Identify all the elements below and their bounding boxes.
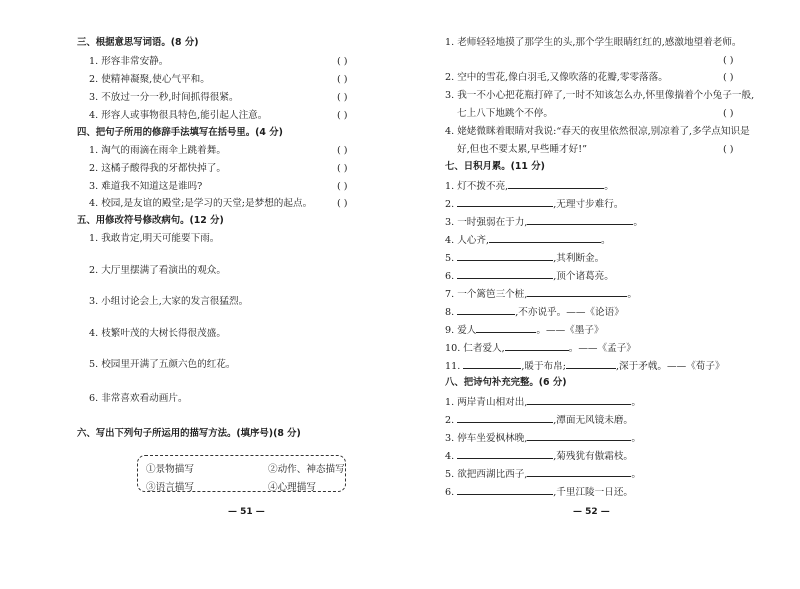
blank[interactable] — [457, 413, 553, 423]
blank[interactable] — [527, 215, 633, 225]
choice-4: ④心理描写 — [268, 482, 316, 493]
sec4-answer-4[interactable]: ( ) — [337, 198, 348, 209]
q-item-4: 4. 姥姥微眯着眼睛对我说:“春天的夜里依然很凉,别凉着了,多学点知识是 — [445, 126, 750, 137]
sec7-item-2: 2. ,无理寸步难行。 — [445, 199, 624, 210]
blank[interactable] — [457, 485, 553, 495]
sec7-item-3: 3. 一时强弱在于力, 。 — [445, 217, 644, 228]
section-5-heading: 五、用修改符号修改病句。(12 分) — [77, 215, 224, 226]
sec7-item-10: 10. 仁者爱人, 。——《孟子》 — [445, 343, 636, 354]
sec7-item-11: 11. ,暖于布帛; ,深于矛戟。——《荀子》 — [445, 361, 725, 372]
blank[interactable] — [505, 341, 569, 351]
sec8-item-2: 2. ,潭面无风镜未磨。 — [445, 415, 634, 426]
q-item-1: 1. 老师轻轻地摸了那学生的头,那个学生眼睛红红的,感激地望着老师。 — [445, 37, 742, 48]
blank[interactable] — [457, 251, 553, 261]
sec8-item-6: 6. ,千里江陵一日还。 — [445, 487, 634, 498]
sec3-item-1: 1. 形容非常安静。 — [89, 56, 169, 67]
blank[interactable] — [463, 359, 521, 369]
sec5-item-5: 5. 校园里开满了五颜六色的红花。 — [89, 359, 236, 370]
q-item-2: 2. 空中的雪花,像白羽毛,又像吹落的花瓣,零零落落。 — [445, 72, 668, 83]
q-answer-4[interactable]: ( ) — [723, 144, 734, 155]
sec8-item-4: 4. ,菊残犹有傲霜枝。 — [445, 451, 634, 462]
sec7-item-1: 1. 灯不拨不亮, 。 — [445, 181, 614, 192]
blank[interactable] — [527, 431, 631, 441]
sec4-item-4: 4. 校园,是友谊的殿堂;是学习的天堂;是梦想的起点。 — [89, 198, 313, 209]
sec8-item-5: 5. 欲把西湖比西子, 。 — [445, 469, 642, 480]
blank[interactable] — [527, 395, 631, 405]
sec3-item-3: 3. 不放过一分一秒,时间抓得很紧。 — [89, 92, 239, 103]
section-8-heading: 八、把诗句补充完整。(6 分) — [445, 377, 567, 388]
sec7-item-4: 4. 人心齐, 。 — [445, 235, 611, 246]
blank[interactable] — [489, 233, 601, 243]
sec7-item-9: 9. 爱人 。——《墨子》 — [445, 325, 604, 336]
sec4-answer-1[interactable]: ( ) — [337, 145, 348, 156]
blank[interactable] — [527, 287, 627, 297]
page-number-right: — 52 — — [573, 507, 610, 517]
sec8-item-1: 1. 两岸青山相对出, 。 — [445, 397, 642, 408]
choice-2: ②动作、神态描写 — [268, 464, 345, 475]
choice-3: ③语言描写 — [146, 482, 194, 493]
sec7-item-6: 6. ,顶个诸葛亮。 — [445, 271, 614, 282]
sec7-item-5: 5. ,其利断金。 — [445, 253, 605, 264]
sec4-item-2: 2. 这橘子酸得我的牙都快掉了。 — [89, 163, 226, 174]
section-6-heading: 六、写出下列句子所运用的描写方法。(填序号)(8 分) — [77, 428, 301, 439]
blank[interactable] — [457, 305, 515, 315]
section-7-heading: 七、日积月累。(11 分) — [445, 161, 545, 172]
sec3-answer-3[interactable]: ( ) — [337, 92, 348, 103]
section-4-heading: 四、把句子所用的修辞手法填写在括号里。(4 分) — [77, 127, 283, 138]
sec3-item-4: 4. 形容人或事物很具特色,能引起人注意。 — [89, 110, 268, 121]
blank[interactable] — [457, 449, 553, 459]
blank[interactable] — [457, 269, 553, 279]
sec5-item-3: 3. 小组讨论会上,大家的发言很猛烈。 — [89, 296, 249, 307]
sec4-answer-2[interactable]: ( ) — [337, 163, 348, 174]
sec5-item-2: 2. 大厅里摆满了看演出的观众。 — [89, 265, 226, 276]
q-answer-3[interactable]: ( ) — [723, 108, 734, 119]
sec3-item-2: 2. 使精神凝聚,使心气平和。 — [89, 74, 210, 85]
blank[interactable] — [508, 179, 604, 189]
choice-1: ①景物描写 — [146, 464, 194, 475]
sec4-answer-3[interactable]: ( ) — [337, 181, 348, 192]
blank[interactable] — [476, 323, 536, 333]
sec7-item-7: 7. 一个篱笆三个桩, 。 — [445, 289, 638, 300]
page-number-left: — 51 — — [228, 507, 265, 517]
q-answer-2[interactable]: ( ) — [723, 72, 734, 83]
q-item-3-cont: 七上八下地跳个不停。 — [457, 108, 553, 119]
blank[interactable] — [566, 359, 616, 369]
sec8-item-3: 3. 停车坐爱枫林晚, 。 — [445, 433, 642, 444]
sec3-answer-4[interactable]: ( ) — [337, 110, 348, 121]
sec4-item-1: 1. 淘气的雨滴在雨伞上跳着舞。 — [89, 145, 226, 156]
q-answer-1[interactable]: ( ) — [723, 55, 734, 66]
q-item-4-cont: 好,但也不要太累,早些睡才好!” — [457, 144, 587, 155]
blank[interactable] — [527, 467, 631, 477]
sec5-item-1: 1. 我敢肯定,明天可能要下雨。 — [89, 233, 220, 244]
sec7-item-8: 8. ,不亦说乎。——《论语》 — [445, 307, 624, 318]
sec3-answer-2[interactable]: ( ) — [337, 74, 348, 85]
sec3-answer-1[interactable]: ( ) — [337, 56, 348, 67]
q-item-3: 3. 我一不小心把花瓶打碎了,一时不知该怎么办,怀里像揣着个小兔子一般, — [445, 90, 755, 101]
blank[interactable] — [457, 197, 553, 207]
sec5-item-6: 6. 非常喜欢看动画片。 — [89, 393, 188, 404]
sec5-item-4: 4. 枝繁叶茂的大树长得很茂盛。 — [89, 328, 226, 339]
section-3-heading: 三、根据意思写词语。(8 分) — [77, 37, 199, 48]
sec4-item-3: 3. 难道我不知道这是谁吗? — [89, 181, 203, 192]
